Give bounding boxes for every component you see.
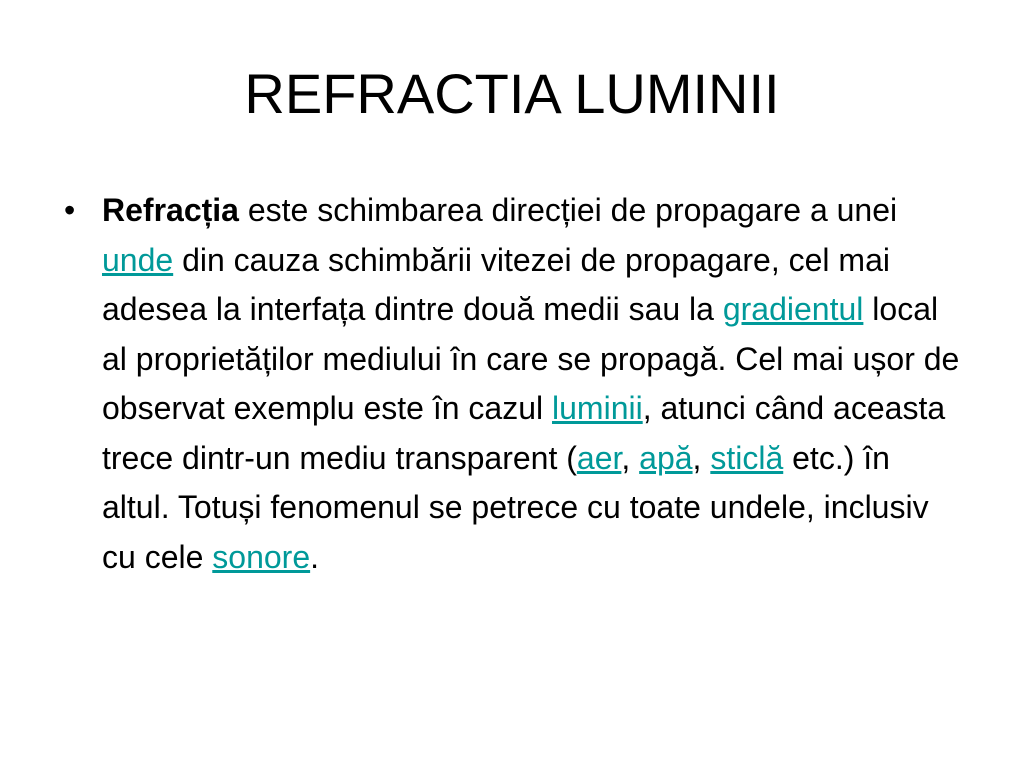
text-segment: din cauza schimbării vitezei de propagare, cel mai adesea la interfața dintre două medii sau la [102,241,890,327]
link-unde[interactable]: unde [102,241,174,278]
text-segment: , atunci când aceasta trece dintr-un mediu transparent ( [102,390,946,476]
text-segment: , [692,439,711,476]
link-aer[interactable]: aer [576,439,622,476]
bullet-icon: • [64,192,76,228]
text-segment: , [621,439,640,476]
link-luminii[interactable]: luminii [552,390,643,426]
text-segment: este schimbarea direcției de propagare a unei [238,192,898,228]
link-gradientul[interactable]: gradientul [722,291,864,327]
bullet-item-refraction [64,186,964,582]
text-segment: local al proprietăților mediului în care se propagă. Cel mai ușor de observat exemplu este în cazul [102,291,960,426]
bullet-list [64,186,964,582]
term-refractia: Refracția [102,192,239,228]
text-segment: . [310,538,320,575]
link-sonore[interactable]: sonore [212,538,311,575]
slide-title: REFRACTIA LUMINII [244,62,780,125]
link-sticla[interactable]: sticlă [710,439,784,476]
text-segment: etc.) în altul. Totuși fenomenul se petrece cu toate undele, inclusiv cu cele [102,439,929,575]
link-apa[interactable]: apă [639,439,693,476]
